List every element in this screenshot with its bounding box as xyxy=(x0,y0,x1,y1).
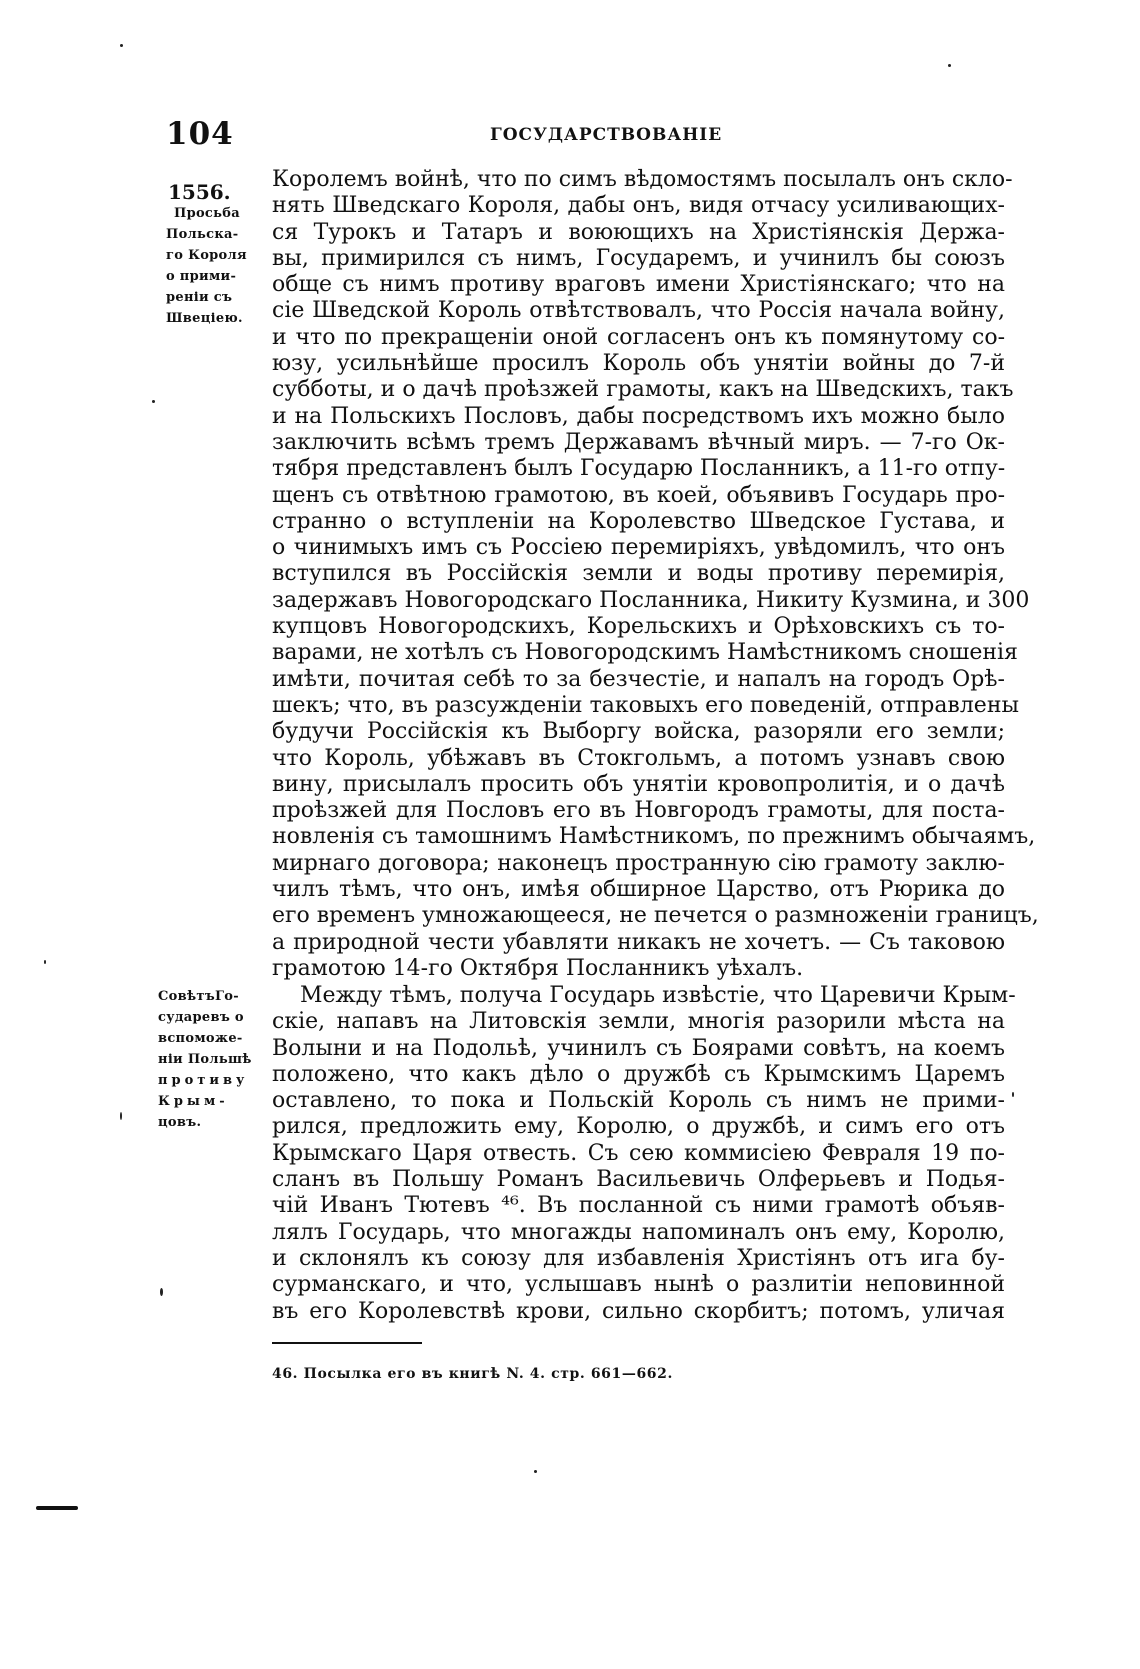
text-line: задержавъ Новогородскаго Посланника, Никиту Кузмина, и 300 xyxy=(272,587,1030,613)
text-line: чій Иванъ Тютевъ ⁴⁶. Въ посланной съ ними грамотѣ объяв- xyxy=(272,1193,1005,1219)
margin-note-line: сударевъ о xyxy=(158,1010,244,1025)
text-line: Волыни и на Подольѣ, учинилъ съ Боярами совѣтъ, на коемъ xyxy=(272,1035,1005,1061)
margin-note-line: противу xyxy=(158,1073,249,1088)
margin-note-line: Польска- xyxy=(166,227,239,242)
text-line: будучи Россійскія къ Выборгу войска, разоряли его земли; xyxy=(272,719,1005,745)
text-line: сурманскаго, и что, услышавъ нынѣ о разлитіи неповинной xyxy=(272,1272,1005,1298)
text-line: лялъ Государь, что многажды напоминалъ онъ ему, Королю, xyxy=(272,1219,1005,1245)
scan-dash-mark xyxy=(36,1506,78,1510)
text-line: рился, предложить ему, Королю, о дружбѣ, и симъ его отъ xyxy=(272,1114,1005,1140)
margin-note-line: го Короля xyxy=(166,248,247,263)
text-line: тября представленъ былъ Государю Посланникъ, а 11-го отпу- xyxy=(272,456,1006,482)
running-title: ГОСУДАРСТВОВАНІЕ xyxy=(490,125,723,145)
text-line: вы, примирился съ нимъ, Государемъ, и учинилъ бы союзъ xyxy=(272,245,1005,271)
main-paragraph-1 xyxy=(272,167,1039,982)
text-line: вступился въ Россійскія земли и воды противу перемирія, xyxy=(272,561,1005,587)
scan-speck xyxy=(534,1470,537,1473)
text-line: проѣзжей для Пословъ его въ Новгородъ грамоты, для поста- xyxy=(272,798,1005,824)
page-number: 104 xyxy=(166,116,234,152)
text-line: Между тѣмъ, получа Государь извѣстіе, что Царевичи Крым- xyxy=(300,983,1016,1008)
margin-note-line: о прими- xyxy=(166,269,237,284)
scan-speck xyxy=(44,960,46,964)
text-line: сіе Шведской Король отвѣтствовалъ, что Россія начала войну, xyxy=(272,298,1005,324)
text-line: грамотою 14-го Октября Посланникъ уѣхалъ. xyxy=(272,955,804,981)
margin-note-line: Крым- xyxy=(158,1094,229,1109)
text-line: щенъ съ отвѣтною грамотою, въ коей, объявивъ Государь про- xyxy=(272,482,1005,508)
scan-speck xyxy=(1012,1092,1014,1097)
text-line: купцовъ Новогородскихъ, Корельскихъ и Орѣховскихъ съ то- xyxy=(272,614,1005,640)
text-line: ся Турокъ и Татаръ и воюющихъ на Христіянскія Держа- xyxy=(272,219,1005,245)
text-line: новленія съ тамошнимъ Намѣстникомъ, по прежнимъ обычаямъ, xyxy=(272,824,1036,850)
text-line: вину, присылалъ просить объ унятіи кровопролитія, и о дачѣ xyxy=(272,771,1005,797)
scan-speck xyxy=(948,64,951,67)
text-line: Королемъ войнѣ, что по симъ вѣдомостямъ посылалъ онъ скло- xyxy=(272,167,1013,192)
main-paragraph-2 xyxy=(272,983,1016,1325)
text-line: заключить всѣмъ тремъ Державамъ вѣчный миръ. — 7-го Ок- xyxy=(272,429,1005,455)
text-line: нять Шведскаго Короля, дабы онъ, видя отчасу усиливающих- xyxy=(272,193,1005,219)
text-line: юзу, усильнѣйше просилъ Король объ унятіи войны до 7-й xyxy=(272,351,1005,377)
text-line: Крымскаго Царя отвесть. Съ сею коммисіею Февраля 19 по- xyxy=(272,1140,1005,1166)
margin-note-line: Просьба xyxy=(174,206,240,221)
text-line: и склонялъ къ союзу для избавленія Христіянъ отъ ига бу- xyxy=(272,1245,1005,1271)
text-line: и что по прекращеніи оной согласенъ онъ къ помянутому со- xyxy=(272,324,1005,350)
text-line: странно о вступленіи на Королевство Шведское Густава, и xyxy=(272,508,1005,534)
text-line: положено, что какъ дѣло о дружбѣ съ Крымскимъ Царемъ xyxy=(272,1061,1005,1087)
scan-speck xyxy=(120,1112,122,1120)
footnote-rule xyxy=(272,1342,422,1344)
text-line: что Король, убѣжавъ въ Стокгольмъ, а потомъ узнавъ свою xyxy=(272,745,1005,771)
text-line: скіе, напавъ на Литовскія земли, многія разорили мѣста на xyxy=(272,1009,1005,1035)
margin-note-line: СовѣтъГо- xyxy=(158,989,239,1004)
text-line: и на Польскихъ Пословъ, дабы посредствомъ ихъ можно было xyxy=(272,403,1005,429)
text-line: обще съ нимъ противу враговъ имени Христіянскаго; что на xyxy=(272,272,1005,298)
text-line: мирнаго договора; наконецъ пространную сію грамоту заклю- xyxy=(272,850,1005,876)
text-line: о чинимыхъ имъ съ Россіею перемиріяхъ, увѣдомилъ, что онъ xyxy=(272,535,1005,561)
text-line: его временъ умножающееся, не печется о размноженіи границъ, xyxy=(272,903,1039,929)
margin-note-line: цовъ. xyxy=(158,1115,202,1130)
text-line: въ его Королевствѣ крови, сильно скорбитъ; потомъ, уличая xyxy=(272,1298,1005,1324)
text-line: шекъ; что, въ разсужденіи таковыхъ его поведеній, отправлены xyxy=(272,692,1019,718)
margin-note-line: вспоможе- xyxy=(158,1031,243,1046)
text-line: имѣти, почитая себѣ то за безчестіе, и напалъ на городъ Орѣ- xyxy=(272,666,1005,692)
scan-speck xyxy=(160,1288,163,1296)
text-line: чилъ тѣмъ, что онъ, имѣя обширное Царство, отъ Рюрика до xyxy=(272,877,1005,903)
text-line: а природной чести убавляти никакъ не хочетъ. — Съ таковою xyxy=(272,929,1005,955)
text-line: варами, не хотѣлъ съ Новогородскимъ Намѣстникомъ сношенія xyxy=(272,640,1018,666)
margin-note-polish-king xyxy=(160,203,247,329)
scan-speck xyxy=(120,44,123,47)
margin-note-line: ніи Польшѣ xyxy=(158,1052,252,1067)
year-marker: 1556. xyxy=(168,180,231,204)
text-line: оставлено, то пока и Польскій Король съ нимъ не прими- xyxy=(272,1088,1005,1114)
margin-note-line: реніи съ xyxy=(166,290,233,305)
text-line: сланъ въ Польшу Романъ Васильевичь Олферьевъ и Подья- xyxy=(272,1167,1005,1193)
margin-note-council xyxy=(158,986,252,1133)
margin-note-line: Швеціею. xyxy=(166,311,243,326)
text-line: субботы, и о дачѣ проѣзжей грамоты, какъ на Шведскихъ, такъ xyxy=(272,377,1014,403)
footnote: 46. Посылка его въ книгѣ N. 4. стр. 661—662. xyxy=(272,1366,673,1382)
scan-speck xyxy=(152,400,155,403)
